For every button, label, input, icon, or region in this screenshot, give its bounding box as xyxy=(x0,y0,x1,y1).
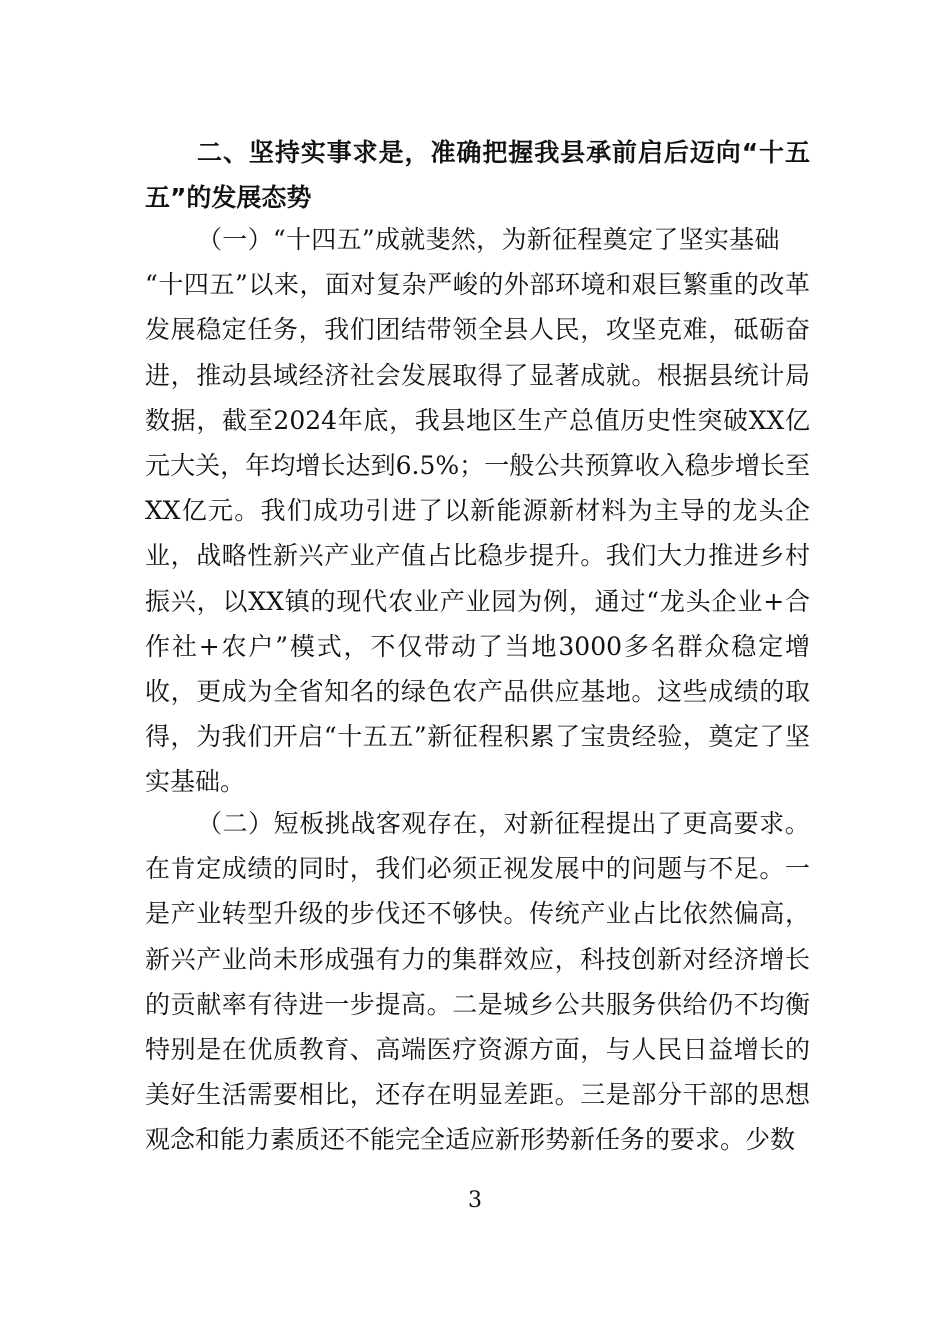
paragraph-achievements-body: “十四五”以来，面对复杂严峻的外部环境和艰巨繁重的改革发展稳定任务，我们团结带领全县人民，攻坚克难，砥砺奋进，推动县域经济社会发展取得了显著成就。根据县统计局数据，截至2024年底，我县地区生产总值历史性突破XX亿元大关，年均增长达到6.5%；一般公共预算收入稳步增长至XX亿元。我们成功引进了以新能源新材料为主导的龙头企业，战略性新兴产业产值占比稳步提升。我们大力推进乡村振兴，以XX镇的现代农业产业园为例，通过“龙头企业+合作社+农户”模式，不仅带动了当地3000多名群众稳定增收，更成为全省知名的绿色农产品供应基地。这些成绩的取得，为我们开启“十五五”新征程积累了宝贵经验，奠定了坚实基础。 xyxy=(145,270,810,797)
subsection-title-achievements: （一）“十四五”成就斐然，为新征程奠定了坚实基础 xyxy=(197,225,780,254)
subsection-title-challenges: （二）短板挑战客观存在，对新征程提出了更高要求。 xyxy=(197,809,810,838)
page-number: 3 xyxy=(468,1188,482,1213)
paragraph-challenges xyxy=(145,801,810,1163)
paragraph-challenges-body: 在肯定成绩的同时，我们必须正视发展中的问题与不足。一是产业转型升级的步伐还不够快。传统产业占比依然偏高，新兴产业尚未形成强有力的集群效应，科技创新对经济增长的贡献率有待进一步提高。二是城乡公共服务供给仍不均衡特别是在优质教育、高端医疗资源方面，与人民日益增长的美好生活需要相比，还存在明显差距。三是部分干部的思想观念和能力素质还不能完全适应新形势新任务的要求。少数 xyxy=(145,854,810,1155)
paragraph-challenges-text xyxy=(145,801,810,1163)
paragraph-achievements xyxy=(145,217,810,805)
section-heading: 二、坚持实事求是，准确把握我县承前启后迈向“十五五”的发展态势 xyxy=(145,138,810,212)
